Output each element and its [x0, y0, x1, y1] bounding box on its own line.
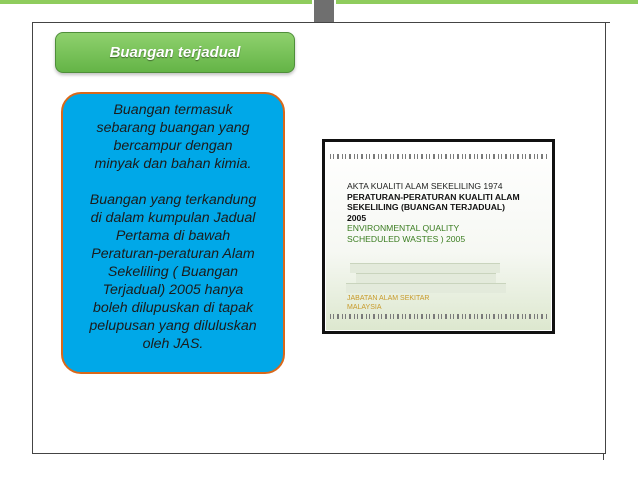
paragraph-2-line: Terjadual) 2005 hanya — [102, 282, 244, 298]
slide-title: Buangan terjadual — [55, 32, 295, 73]
english-title-line: SCHEDULED WASTES ) 2005 — [347, 233, 466, 244]
paragraph-2-line: oleh JAS. — [142, 336, 204, 352]
paragraph-spacer — [66, 173, 280, 191]
paper-stack-graphic — [350, 263, 500, 273]
top-accent-bar-left — [0, 0, 312, 4]
document-publisher — [347, 295, 429, 312]
paragraph-2-line: pelupusan yang diluluskan — [89, 318, 257, 334]
paragraph-2-line: Peraturan-peraturan Alam — [91, 246, 255, 262]
document-title-block — [347, 181, 552, 244]
paragraph-2-line: Pertama di bawah — [115, 228, 231, 244]
paragraph-1-line: Buangan termasuk — [113, 102, 233, 118]
document-cover-page — [325, 142, 552, 331]
paper-stack-graphic — [346, 283, 506, 293]
barcode-strip-top — [330, 154, 547, 159]
paragraph-2-line: Buangan yang terkandung — [89, 192, 257, 208]
document-cover-image — [322, 139, 555, 334]
paragraph-1-line: minyak dan bahan kimia. — [94, 156, 252, 172]
barcode-strip-bottom — [330, 314, 547, 319]
paragraph-2-line: di dalam kumpulan Jadual — [90, 210, 256, 226]
paper-stack-graphic — [356, 273, 496, 283]
regulation-title-line: SEKELILING (BUANGAN TERJADUAL) — [347, 202, 506, 212]
paragraph-1-line: bercampur dengan — [113, 138, 233, 154]
publisher-name: JABATAN ALAM SEKITAR — [347, 295, 430, 302]
regulation-year: 2005 — [347, 212, 367, 223]
paragraph-2-line: Sekeliling ( Buangan — [107, 264, 239, 280]
paragraph-1-line: sebarang buangan yang — [96, 120, 250, 136]
frame-corner-tick — [603, 454, 604, 460]
top-accent-block — [314, 0, 334, 22]
act-title: AKTA KUALITI ALAM SEKELILING 1974 — [347, 181, 503, 191]
publisher-country: MALAYSIA — [347, 303, 382, 311]
frame-corner-tick — [606, 22, 610, 23]
description-box — [61, 92, 285, 374]
top-accent-bar-right — [336, 0, 638, 4]
english-title-line: ENVIRONMENTAL QUALITY — [347, 223, 460, 233]
paragraph-2-line: boleh dilupuskan di tapak — [92, 300, 254, 316]
regulation-title-line: PERATURAN-PERATURAN KUALITI ALAM — [347, 191, 520, 202]
